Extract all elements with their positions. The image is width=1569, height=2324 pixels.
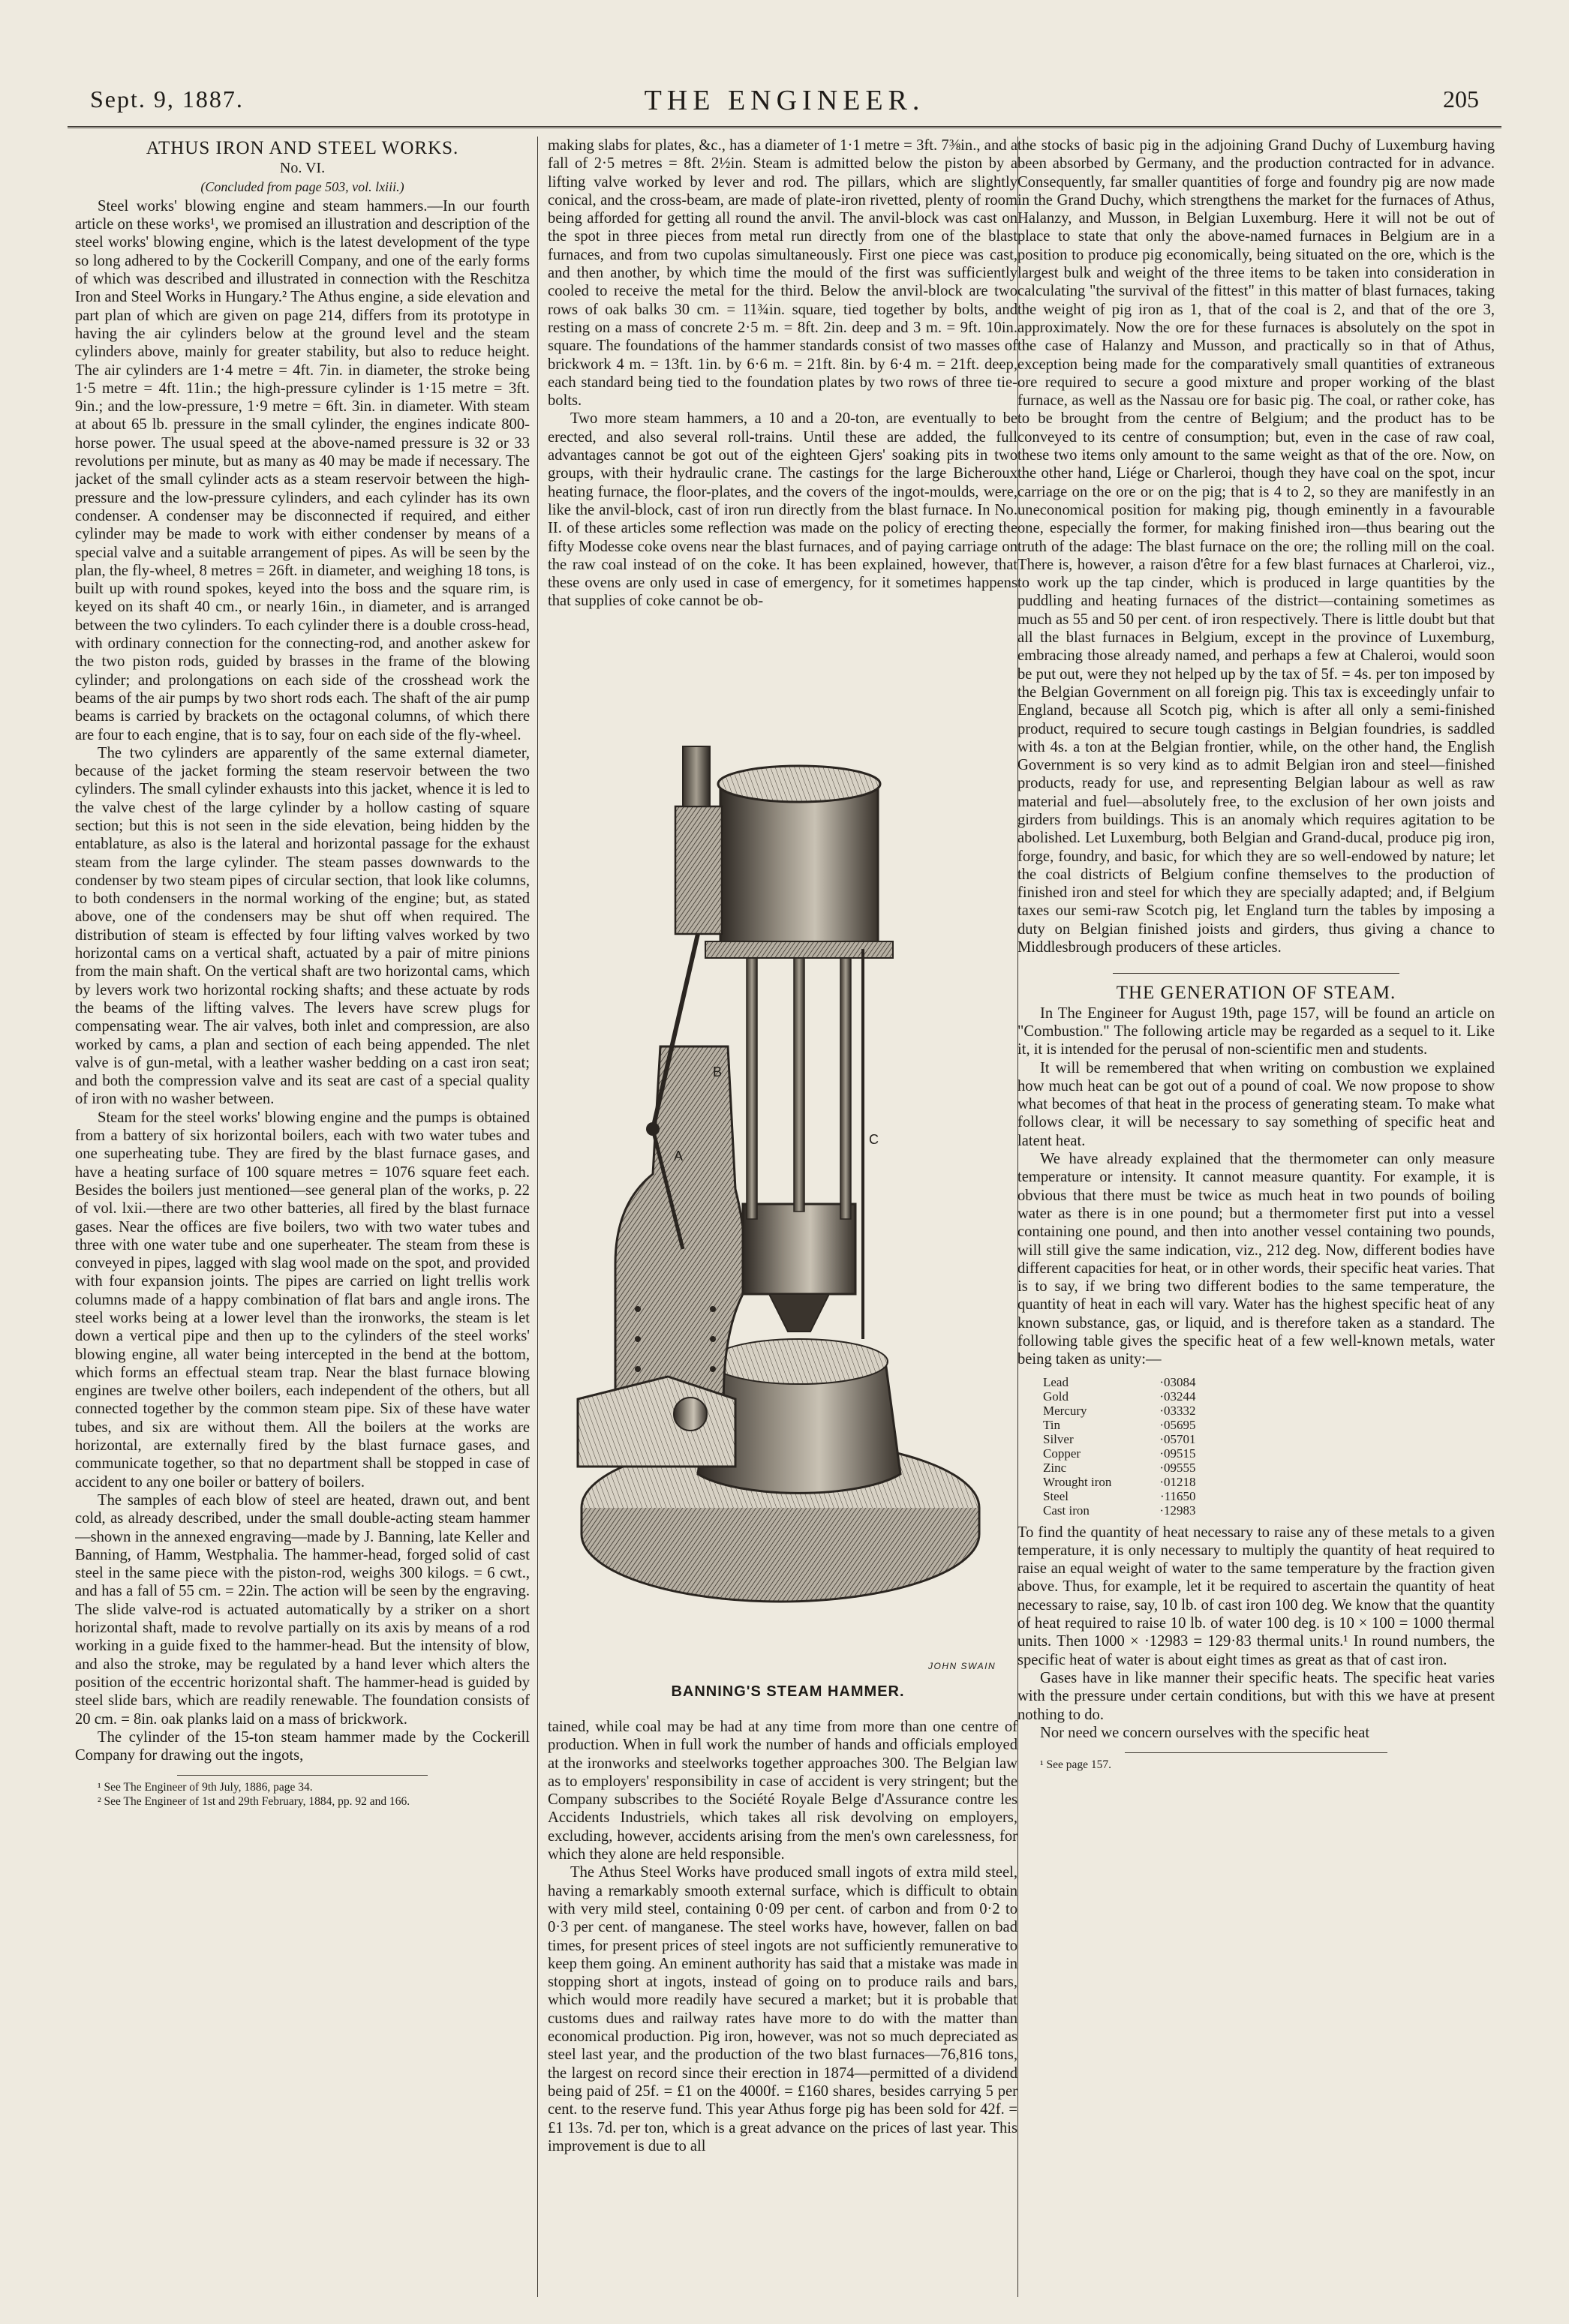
header-rule (68, 126, 1501, 131)
paragraph: the stocks of basic pig in the adjoining Grand Duchy of Luxemburg having been absorbed by Germany, and the production contracted for in advance. Consequently, far smaller quantities of forge and foundry pig are now made in the Grand Duchy, which strengthens the market for the furnaces of Athus, Halanzy, and Musson, in Belgian Luxemburg. Here it will not be out of place to state that only the above-named furnaces in Belgium are in a position to produce pig economically, being situated on the ore, which is the largest bulk and weight of the three items to be taken into consideration in calculating "the survival of the fittest" in this matter of blast furnaces, taking the weight of pig iron as 1, that of the coal is 2, and that of the ore 3, approximately. Now the ore for these furnaces is absolutely on the spot in the case of Halanzy and Musson, and practically so in that of Athus, exception being made for the comparatively small quantities of extraneous ore required to secure a good mixture and proper working of the blast furnace, as well as the Nassau ore for basic pig. The coal, or rather coke, has to be brought from the centre of Belgium; and the product has to be conveyed to its centre of consumption; but, even in the case of raw coal, these two items only amount to the same weight as that of the ore. Now, on the other hand, Liége or Charleroi, though they have coal on the spot, incur carriage on the ore or on the pig; that is 4 to 2, so they are manifestly in an uneconomical position for making pig, though eminently in a favourable one, especially the former, for making finished iron—thus bearing out the truth of the adage: The blast furnace on the ore; the rolling mill on the coal. There is, however, a raison d'être for a few blast furnaces at Charleroi, viz., to work up the tap cinder, which is produced in large quantities by the puddling and heating furnaces of the district—containing sometimes as much as 55 and 50 per cent. of iron respectively. There is little doubt but that all the blast furnaces in Belgium, except in the province of Luxemburg, embracing those already named, and perhaps a few at Chaleroi, would soon be put out, were they not helped up by the tax of 5f. = 4s. per ton imposed by the Belgian Government on all foreign pig. This tax is exceedingly unfair to England, because all Scotch pig, which is after all only a semi-finished product, required to secure tough castings in Belgian foundries, is saddled with 4s. a ton at the Belgian frontier, while, on the other hand, the English Government is so very kind as to admit Belgian iron and steel—finished products, ready for use, and representing Belgian labour as well as raw material and fuel—absolutely free, to the exclusion of her own joists and girders from buildings. This is an anomaly which requires agitation to be abolished. Let Luxemburg, both Belgian and Grand-ducal, produce pig iron, forge, foundry, and basic, for which they are so well-endowed by nature; let the coal districts of Belgium confine themselves to the production of finished iron and steel for which they are specially adapted; and, if Belgium taxes our semi-raw Scotch pig, let England turn the tables by imposing a duty on Belgian finished joists and girders, thus giving a chance to Middlesbrough producers of these articles. (1017, 137, 1495, 956)
figure-caption: BANNING'S STEAM HAMMER. (671, 1683, 905, 1700)
specific-heat-value: ·03332 (1159, 1403, 1196, 1418)
paragraph: Nor need we concern ourselves with the specific heat (1040, 1724, 1370, 1741)
specific-heat-value: ·05695 (1159, 1417, 1196, 1432)
specific-heat-table (1040, 1375, 1199, 1518)
table-row (1040, 1389, 1199, 1404)
specific-heat-value: ·01218 (1159, 1474, 1196, 1489)
paragraph: In The Engineer for August 19th, page 157, will be found an article on "Combustion." The following article may be regarded as a sequel to it. Like it, it is intended for the perusal of non-scientific men and students. (1017, 1004, 1495, 1058)
specific-heat-value: ·11650 (1160, 1488, 1196, 1503)
specific-heat-value: ·12983 (1159, 1503, 1196, 1518)
metal-name: Silver (1043, 1431, 1074, 1446)
column-2-bottom (548, 1718, 1017, 2313)
footnote: ¹ See The Engineer of 9th July, 1886, page 34. (98, 1781, 313, 1794)
paragraph: Two more steam hammers, a 10 and a 20-ton, are eventually to be erected, and also several roll-trains. Until these are added, the full advantages cannot be got out of the eighteen Gjers' soaking pits in two groups, with their hydraulic crane. The castings for the large Bicheroux heating furnace, the floor-plates, and the covers of the ingot-moulds, were, like the anvil-block, cast of iron run directly from the blast furnace. In No. II. of these articles some reflection was made on the policy of erecting the fifty Modesse coke ovens near the blast furnaces, and of paying carriage on the raw coal instead of on the coke. It has been explained, however, that these ovens are only used in case of emergency, for it sometimes happens that supplies of coke cannot be ob- (548, 410, 1017, 610)
paragraph: Steam for the steel works' blowing engine and the pumps is obtained from a battery of six horizontal boilers, each with two water tubes and one superheating tube. They are fired by the blast furnace gases, and have a heating surface of 100 square metres = 1076 square feet each. Besides the boilers just mentioned—see general plan of the works, p. 22 of vol. lxii.—there are two other batteries, all fired by the blast furnace gases. Near the offices are five boilers, two with two water tubes and three with one water tube and one superheater. The steam from these is conveyed in pipes, lagged with slag wool made on the spot, and provided with four expansion joints. The pipes are carried on light trellis work columns made of a happy combination of flat bars and angle irons. The steel works being at a lower level than the ironworks, the steam is let down a vertical pipe and then up to the cylinders of the steel works' blowing engine, all water being intercepted in the bend at the bottom, which forms an effectual steam trap. Near the blast furnace blowing engines are twelve other boilers, each independent of the others, but all connected together by the common steam pipe. Six of these have water tubes, and six are without them. All the boilers at the works are horizontal, are externally fired by the blast furnace gases, and communicate together, so that no department shall be stopped in case of accident to any one boiler or battery of boilers. (75, 1109, 530, 1491)
footnote: ² See The Engineer of 1st and 29th February, 1884, pp. 92 and 166. (98, 1795, 410, 1809)
table-row (1040, 1475, 1199, 1489)
paragraph: Gases have in like manner their specific heats. The specific heat varies with the pressure under certain conditions, but with this we have at present nothing to do. (1017, 1669, 1495, 1723)
metal-name: Tin (1043, 1417, 1061, 1432)
table-row (1040, 1446, 1199, 1461)
footnote-rule (1125, 1752, 1387, 1753)
figure-letter-c: C (869, 1132, 879, 1147)
table-row (1040, 1418, 1199, 1432)
paragraph: The samples of each blow of steel are heated, drawn out, and bent cold, as already described, under the small double-acting steam hammer—shown in the annexed engraving—made by J. Banning, late Keller and Banning, of Hamm, Westphalia. The hammer-head, forged solid of cast steel in the same piece with the piston-rod, weighs 300 kilogs. = 6 cwt., and has a fall of 55 cm. = 22in. The action will be seen by the engraving. The slide valve-rod is actuated automatically by a striker on a short horizontal shaft, made to revolve partially on its axis by means of a rod working in a guide fixed to the hammer-head. But the intensity of blow, and also the stroke, may be regulated by a hand lever which alters the position of the eccentric horizontal shaft. The hammer-head is guided by steel slide bars, which are readily renewable. The foundation consists of 20 cm. = 8in. oak planks laid on a mass of brickwork. (75, 1491, 530, 1728)
paragraph: making slabs for plates, &c., has a diameter of 1·1 metre = 3ft. 7⅜in., and a fall of 2·5 metres = 8ft. 2½in. Steam is admitted below the piston by a lifting valve worked by lever and rod. The pillars, which are slightly conical, and the cross-beam, are made of plate-iron rivetted, plenty of room being afforded for getting all round the anvil. The anvil-block was cast on the spot in three pieces from metal run directly from one of the blast furnaces, and from two cupolas simultaneously. First one piece was cast, and then another, by which time the mould of the first was sufficiently cooled to receive the metal for the third. Below the anvil-block are two rows of oak balks 30 cm. = 11¾in. square, tied together by bolts, and resting on a mass of concrete 2·5 m. = 8ft. 2in. deep and 3 m. = 9ft. 10in. square. The foundations of the hammer standards consist of two masses of brickwork 4 m. = 13ft. 1in. by 6·6 m. = 21ft. 8in. by 6·4 m. = 21ft. deep, each standard being tied to the foundation plates by two rows of three tie-bolts. (548, 137, 1017, 410)
article-title: ATHUS IRON AND STEEL WORKS. (146, 138, 459, 158)
page-number: 205 (1443, 86, 1479, 113)
specific-heat-value: ·03084 (1159, 1374, 1196, 1389)
article-separator (1113, 973, 1399, 974)
metal-name: Cast iron (1043, 1503, 1090, 1518)
paragraph: We have already explained that the thermometer can only measure temperature or intensity. It cannot measure quantity. For example, it is obvious that there must be twice as much heat in two pounds of boiling water as there is in one pound; but a thermometer first put into a vessel containing one pound, and then into another vessel containing two pounds, will still give the same indication, viz., 212 deg. Now, different bodies have different capacities for heat, or in other words, their specific heat varies. That is to say, if we bring two different bodies to the same temperature, the quantity of heat in each will vary. Water has the highest specific heat of any known substance, gas, or liquid, and is therefore taken as a standard. The following table gives the specific heat of a few well-known metals, water being taken as unity:— (1017, 1151, 1495, 1368)
metal-name: Gold (1043, 1389, 1069, 1404)
specific-heat-value: ·03244 (1159, 1389, 1196, 1404)
paragraph: The two cylinders are apparently of the same external diameter, because of the jacket forming the steam reservoir between the two cylinders. The small cylinder exhausts into this jacket, whence it is led to the valve chest of the large cylinder by a hollow casting of square section; but this is not seen in the side elevation, being hidden by the entablature, as also is the lateral and horizontal passage for the exhaust steam from the large cylinder. The steam passes downwards to the condenser by two steam pipes of circular section, that look like columns, to both condensers in the normal working of the engine; but, as stated above, one of the condensers may be shut off when required. The distribution of steam is effected by four lifting valves worked by two horizontal cams on a vertical shaft, actuated by a pair of mitre pinions from the main shaft. On the vertical shaft are two horizontal cams, which by levers work two horizontal rocking shafts; and these actuate by rods the beams of the lifting valves. The levers have screw plugs for compensating wear. The air valves, both inlet and compression, are also worked by cams, a plan and section of each being appended. The nlet valve is of gun-metal, with a leather washer bedding on a cast iron seat; and both the compression valve and its seat are cast of a special quality of iron with no washer between. (75, 744, 530, 1108)
footnote: ¹ See page 157. (1040, 1758, 1112, 1772)
paragraph: tained, while coal may be had at any time from more than one centre of production. When in full work the number of hands and officials employed at the ironworks and steelworks together approaches 300. The Belgian law as to employers' responsibility in case of accident is very stringent; but the Company subscribes to the Société Royale Belge d'Assurance contre les Accidents Industriels, which takes all risk devolving on employers, excluding, however, accidents arising from the men's own carelessness, for which they alone are held responsible. (548, 1719, 1017, 1863)
metal-name: Zinc (1043, 1460, 1067, 1475)
specific-heat-value: ·05701 (1159, 1431, 1196, 1446)
table-row (1040, 1375, 1199, 1389)
steam-hammer-engraving (563, 724, 1013, 1714)
metal-name: Lead (1043, 1374, 1069, 1389)
paragraph: The Athus Steel Works have produced small ingots of extra mild steel, having a remarkably smooth external surface, which is difficult to obtain with very mild steel, containing 0·09 per cent. of carbon and from 0·2 to 0·3 per cent. of manganese. The steel works have, however, fallen on bad times, for present prices of steel ingots are not sufficiently remunerative to keep them going. An eminent authority has said that a mistake was made in stopping short at ingots, instead of going on to produce rails and bars, which would more readily have secured a market; but it is probable that customs dues and railway rates have more to do with the matter than economical production. Pig iron, however, was not so much depreciated as steel last year, and the production of the two blast furnaces—76,816 tons, the largest on record since their erection in 1874—permitted of a dividend being paid of 25f. = £1 on the 4000f. = £160 shares, besides carrying 5 per cent. to the reserve fund. This year Athus forge pig has been sold for 42f. = £1 13s. 7d. per ton, which is a great advance on the prices of last year. This improvement is due to all (548, 1864, 1017, 2154)
table-row (1040, 1489, 1199, 1503)
column-1 (75, 137, 530, 2292)
issue-date: Sept. 9, 1887. (90, 86, 244, 113)
engraver-credit: JOHN SWAIN (928, 1661, 996, 1671)
article-number: No. VI. (279, 160, 326, 177)
table-row (1040, 1404, 1199, 1418)
specific-heat-value: ·09555 (1159, 1460, 1196, 1475)
continued-note: (Concluded from page 503, vol. lxiii.) (200, 179, 404, 194)
figure-letter-b: B (713, 1064, 723, 1079)
table-row (1040, 1432, 1199, 1446)
article-title: THE GENERATION OF STEAM. (1116, 983, 1396, 1004)
publication-title: THE ENGINEER. (644, 85, 925, 116)
metal-name: Mercury (1043, 1403, 1087, 1418)
specific-heat-value: ·09515 (1159, 1446, 1196, 1461)
metal-name: Wrought iron (1043, 1474, 1112, 1489)
column-2-top (548, 137, 1017, 722)
column-rule (537, 137, 538, 2297)
table-row (1040, 1461, 1199, 1475)
metal-name: Steel (1043, 1488, 1069, 1503)
column-3 (1017, 137, 1495, 2283)
paragraph: To find the quantity of heat necessary to raise any of these metals to a given temperature, it is only necessary to multiply the quantity of heat required to raise an equal weight of water to the same temperature by the fraction given above. Thus, for example, let it be required to ascertain the quantity of heat necessary to raise, say, 10 lb. of cast iron 100 deg. We know that the quantity of heat required to raise 10 lb. of water 100 deg. is 10 × 100 = 1000 thermal units. Then 1000 × ·12983 = 129·83 thermal units.¹ In round numbers, the specific heat of water is about eight times as great as that of cast iron. (1017, 1524, 1495, 1668)
page-header (68, 84, 1501, 122)
metal-name: Copper (1043, 1446, 1081, 1461)
footnote-rule (177, 1775, 427, 1776)
paragraph: It will be remembered that when writing on combustion we explained how much heat can be got out of a pound of coal. We now propose to show what becomes of that heat in the process of generating steam. To make what follows clear, it will be necessary to say something of specific heat and latent heat. (1017, 1059, 1495, 1149)
paragraph: Steel works' blowing engine and steam hammers.—In our fourth article on these works¹, we promised an illustration and description of the steel works' blowing engine, which is the latest development of the type so long adhered to by the Cockerill Company, and one of the early forms of which was described and illustrated in connection with the Reschitza Iron and Steel Works in Hungary.² The Athus engine, a side elevation and part plan of which are given on page 214, differs from its prototype in having the air cylinders below at the ground level and the steam cylinders above, mainly for greater stability, but also to reduce height. The air cylinders are 1·4 metre = 4ft. 7in. in diameter, the stroke being 1·5 metre = 4ft. 11in.; the high-pressure cylinder is 1·15 metre = 3ft. 9in.; and the low-pressure, 1·9 metre = 6ft. 3in. in diameter. With steam at about 65 lb. pressure in the small cylinder, the engines indicate 800-horse power. The usual speed at the above-named pressure is 32 or 33 revolutions per minute, but as many as 40 may be made if necessary. The jacket of the small cylinder acts as a steam reservoir between the high-pressure and the low-pressure cylinders, and each cylinder has its own condenser. A condenser may be disconnected if required, and either cylinder may be made to work with either condenser by means of a special valve and a suitable arrangement of pipes. As will be seen by the plan, the fly-wheel, 8 metres = 26ft. in diameter, and weighing 18 tons, is built up with round spokes, keyed into the boss and the square rim, is keyed on its shaft 40 cm., or nearly 16in., in diameter, and is arranged between the two cylinders. To each cylinder there is a double cross-head, with ordinary connection for the connecting-rod, and another askew for the two piston rods, guided by brasses in the frame of the blowing cylinder; and prolongations on each side of the crosshead work the beams of the air pumps by two short rods each. The shaft of the air pump beams is carried by brackets on the octagonal columns, of which there are four to each engine, that is to say, four on each side of the fly-wheel. (75, 197, 530, 743)
paragraph: The cylinder of the 15-ton steam hammer made by the Cockerill Company for drawing out the ingots, (75, 1728, 530, 1764)
table-row (1040, 1503, 1199, 1518)
figure-letter-a: A (674, 1148, 684, 1164)
